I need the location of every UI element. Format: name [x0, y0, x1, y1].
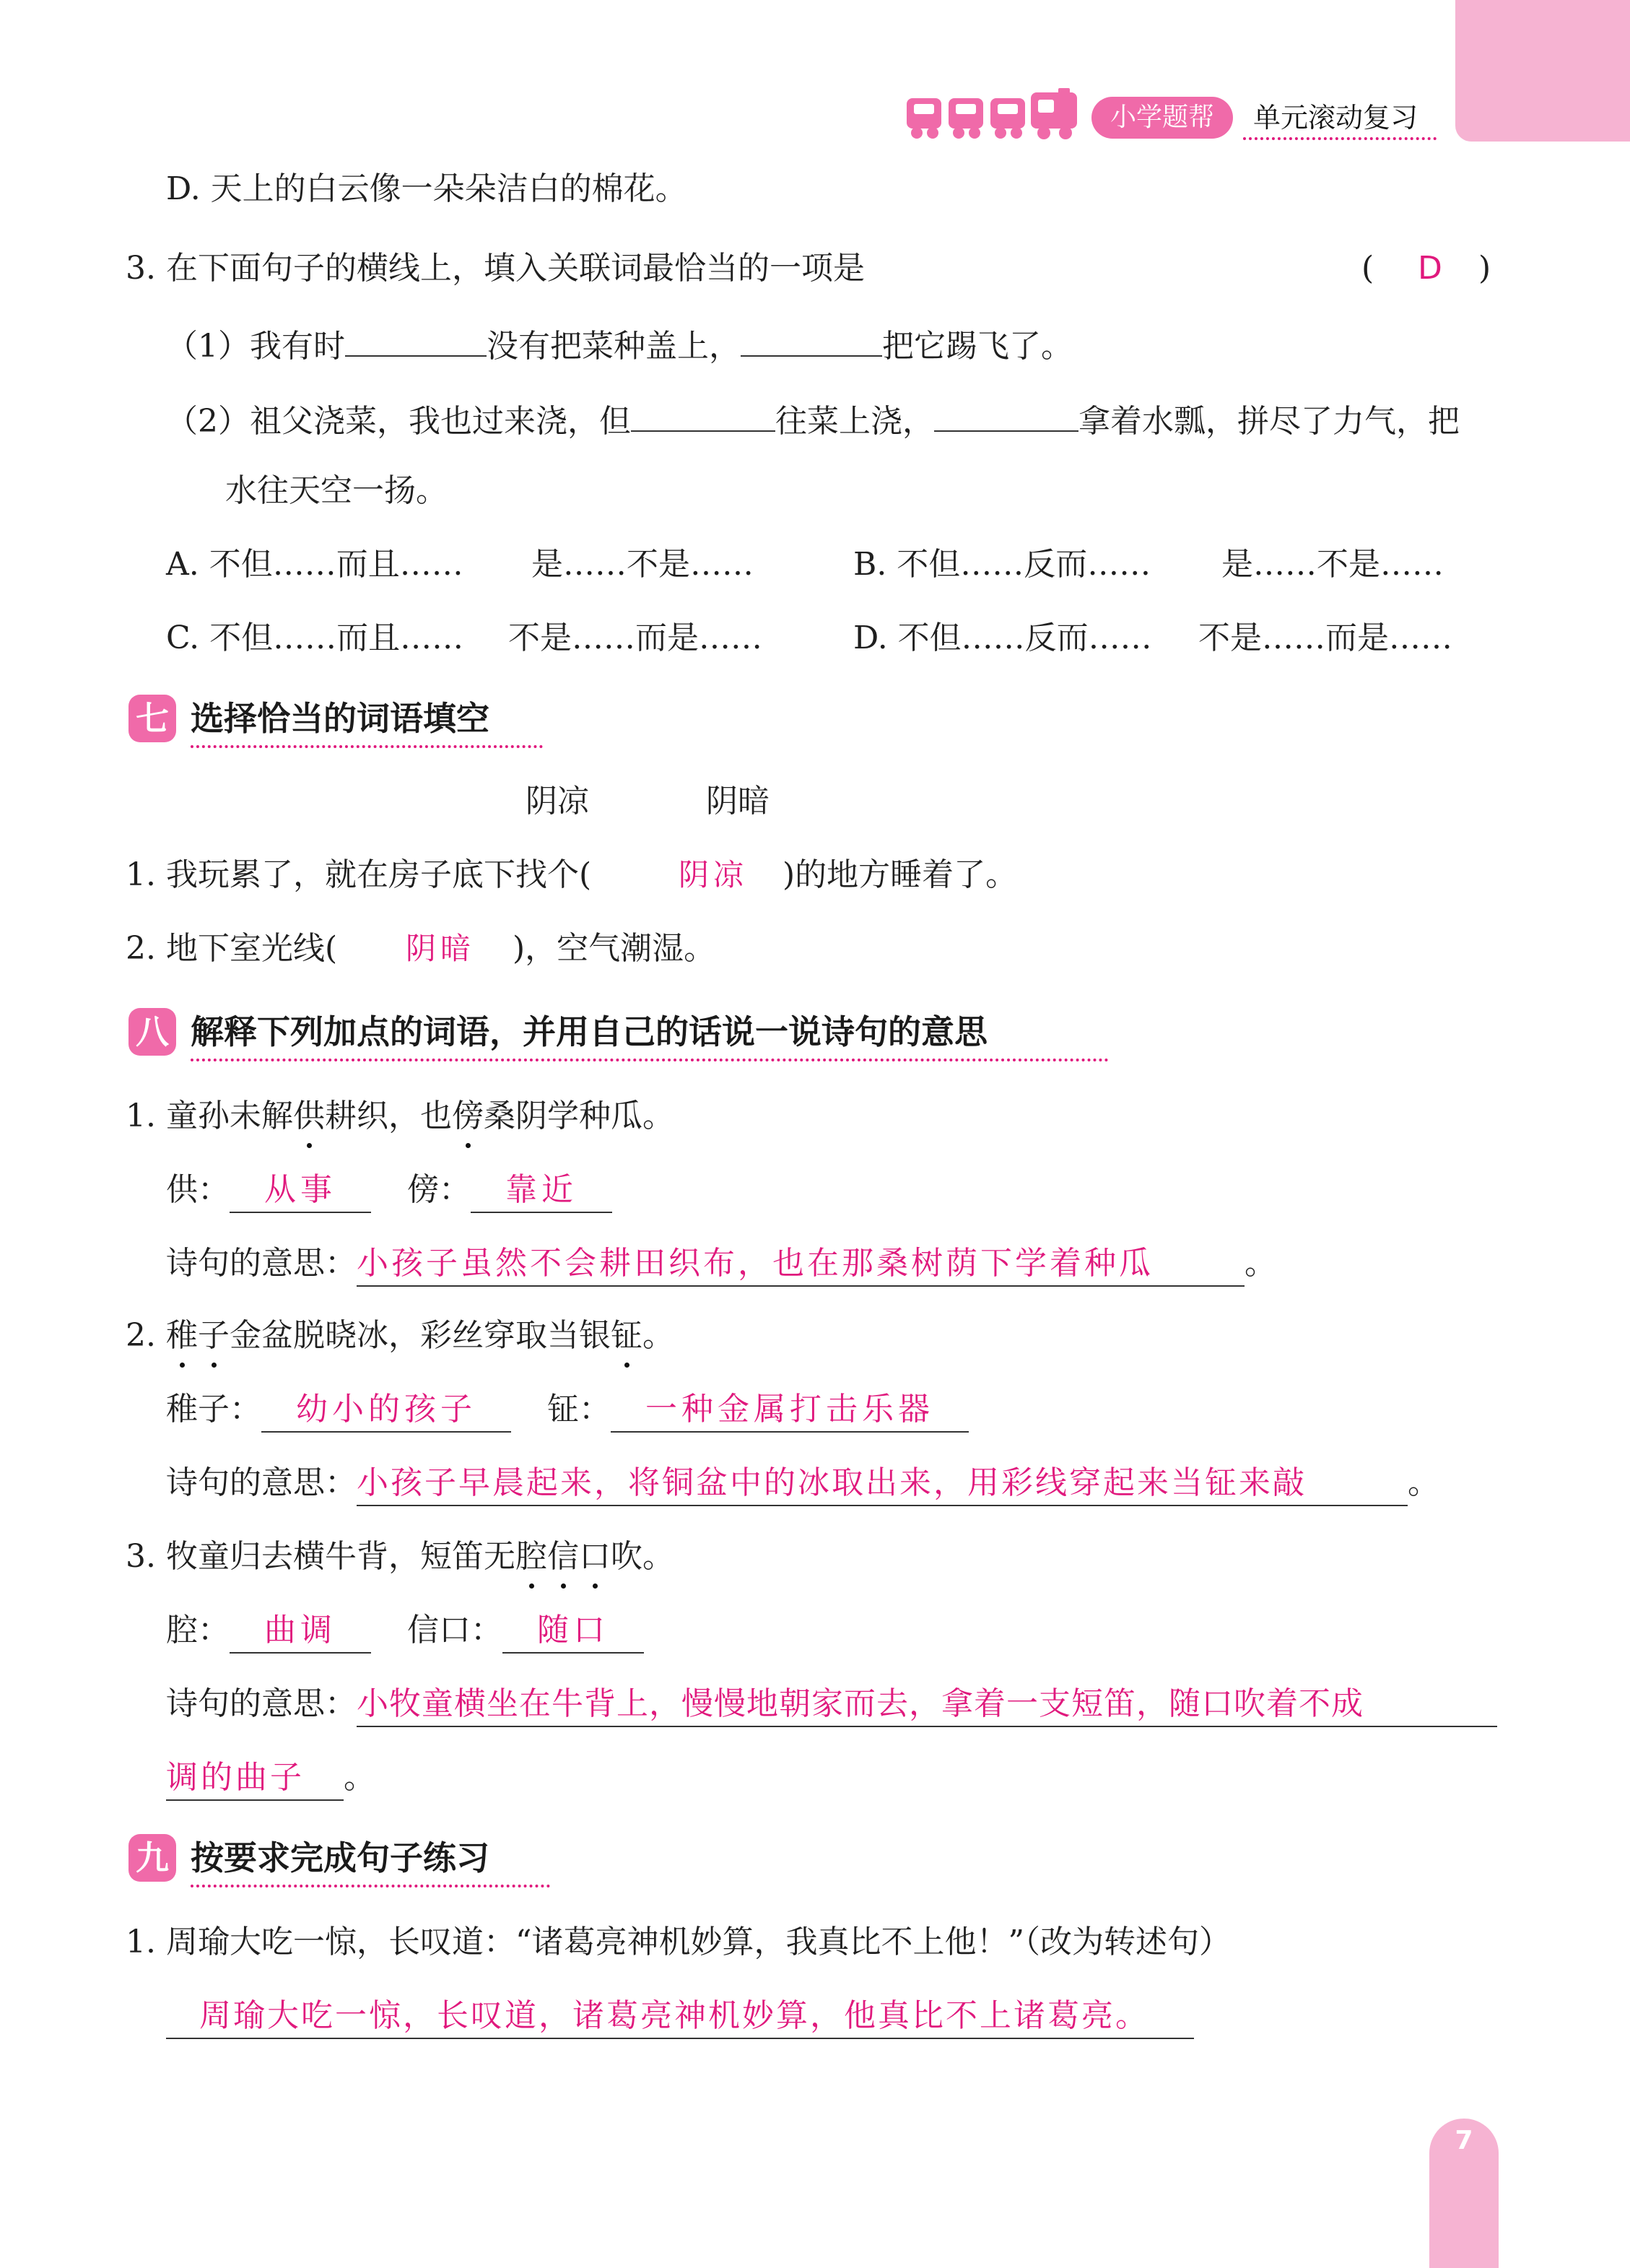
q3-s1-part-a: （1）我有时 — [166, 328, 345, 365]
meaning-3-answer-line-2[interactable]: 调的曲子 — [166, 1756, 344, 1801]
poem-3-pre: 3. 牧童归去横牛背，短笛无 — [126, 1538, 515, 1575]
q3-option-b-1: B. 不但……反而…… — [853, 546, 1151, 583]
meaning-3-label: 诗句的意思： — [166, 1685, 357, 1722]
q3-s2-blank-1[interactable] — [631, 396, 775, 432]
train-icon — [904, 88, 1081, 142]
poem-1-words — [166, 1168, 612, 1213]
q3-option-d-2: 不是……而是…… — [1198, 620, 1452, 656]
word-bank-1: 阴凉 — [526, 783, 589, 820]
section-9-badge: 九 — [128, 1834, 176, 1882]
section-8-title: 解释下列加点的词语，并用自己的话说一说诗句的意思 — [191, 1012, 988, 1051]
sec7-item-1-answer: 阴凉 — [679, 857, 749, 892]
poem-3-post: 吹。 — [610, 1538, 674, 1575]
meaning-2-label: 诗句的意思： — [166, 1464, 357, 1501]
section-7-title: 选择恰当的词语填空 — [191, 699, 489, 738]
word-6-label: 信口： — [407, 1612, 502, 1648]
q3-sentence-2 — [166, 396, 1460, 443]
poem-1-post: 桑阴学种瓜。 — [483, 1098, 674, 1134]
q3-option-b-2: 是……不是…… — [1221, 546, 1444, 583]
sec7-item-2-answer: 阴暗 — [406, 931, 476, 966]
q3-s1-part-b: 没有把菜种盖上， — [487, 328, 741, 365]
word-5-label: 腔： — [166, 1612, 230, 1648]
q3-s2-part-a: （2）祖父浇菜，我也过来浇，但 — [166, 403, 631, 440]
word-4-label: 钲： — [547, 1391, 611, 1428]
q3-option-a-2: 是……不是…… — [531, 546, 754, 583]
meaning-1-period: 。 — [1245, 1245, 1276, 1282]
poem-1-dotted-word-1: 供 — [293, 1095, 325, 1138]
q3-s2-part-c: 拿着水瓢，拼尽了力气，把 — [1078, 403, 1460, 440]
word-1-label: 供： — [166, 1171, 230, 1208]
q3-option-c-2: 不是……而是…… — [508, 620, 762, 656]
poem-1-dotted-word-2: 傍 — [452, 1095, 484, 1138]
q3-s1-part-c: 把它踢飞了。 — [882, 328, 1073, 365]
meaning-2-answer[interactable]: 小孩子早晨起来，将铜盆中的冰取出来，用彩线穿起来当钲来敲 — [357, 1461, 1408, 1506]
poem-2-num: 2. — [126, 1317, 166, 1354]
word-2-answer[interactable]: 靠近 — [471, 1168, 612, 1213]
q3-answer: D — [1418, 250, 1442, 287]
word-4-answer[interactable]: 一种金属打击乐器 — [611, 1388, 969, 1433]
poem-3-meaning-cont — [166, 1756, 375, 1801]
q3-sentence-2-cont: 水往天空一扬。 — [225, 472, 448, 509]
section-7-underline — [191, 745, 543, 748]
section-8-underline — [191, 1059, 1109, 1061]
brand-badge: 小学题帮 — [1091, 97, 1233, 139]
word-6-answer[interactable]: 随口 — [502, 1609, 644, 1654]
poem-2-dotted-word-2: 子 — [198, 1314, 230, 1357]
poem-2-dotted-word-1: 稚 — [166, 1314, 198, 1357]
q3-option-a-1: A. 不但……而且…… — [166, 546, 463, 583]
poem-2-post: 。 — [642, 1317, 674, 1354]
poem-1 — [126, 1095, 674, 1138]
series-title: 单元滚动复习 — [1253, 102, 1418, 134]
poem-3-dotted-word-2: 信 — [547, 1535, 579, 1578]
poem-2-words — [166, 1388, 969, 1433]
section-9-title: 按要求完成句子练习 — [191, 1838, 489, 1877]
sec9-answer-1[interactable]: 周瑜大吃一惊，长叹道，诸葛亮神机妙算，他真比不上诸葛亮。 — [166, 1994, 1194, 2039]
q3-option-c-1: C. 不但……而且…… — [166, 620, 464, 656]
q3-paren-close: ) — [1478, 250, 1491, 287]
word-3-answer[interactable]: 幼小的孩子 — [261, 1388, 511, 1433]
poem-2-mid: 金盆脱晓冰，彩丝穿取当银 — [229, 1317, 611, 1354]
sec7-item-2-b: )，空气潮湿。 — [513, 930, 716, 967]
header-dotted-line — [1243, 137, 1437, 140]
word-5-answer[interactable]: 曲调 — [230, 1609, 371, 1654]
sec9-question-1: 1. 周瑜大吃一惊，长叹道：“诸葛亮神机妙算，我真比不上他！”（改为转述句） — [126, 1924, 1231, 1960]
section-7-badge: 七 — [128, 695, 176, 742]
q3-option-d-1: D. 不但……反而…… — [853, 620, 1152, 656]
poem-3-dotted-word-3: 口 — [579, 1535, 611, 1578]
poem-3 — [126, 1535, 674, 1578]
meaning-1-answer[interactable]: 小孩子虽然不会耕田织布，也在那桑树荫下学着种瓜 — [357, 1242, 1245, 1287]
poem-2-dotted-word-3: 钲 — [611, 1314, 642, 1357]
q3-s1-blank-1[interactable] — [345, 321, 487, 357]
section-8-badge: 八 — [128, 1008, 176, 1056]
q3-s2-part-b: 往菜上浇， — [775, 403, 934, 440]
word-2-label: 傍： — [407, 1171, 471, 1208]
poem-1-pre: 1. 童孙未解 — [126, 1098, 293, 1134]
poem-2 — [126, 1314, 674, 1357]
q2-option-d: D. 天上的白云像一朵朵洁白的棉花。 — [166, 170, 687, 207]
meaning-3-period: 。 — [344, 1759, 375, 1796]
q3-s2-blank-2[interactable] — [934, 396, 1078, 432]
poem-3-words — [166, 1609, 644, 1654]
word-bank-2: 阴暗 — [706, 783, 770, 820]
q3-s1-blank-2[interactable] — [741, 321, 882, 357]
sec7-item-2-a: 2. 地下室光线( — [126, 930, 338, 967]
poem-1-meaning — [166, 1242, 1276, 1287]
word-1-answer[interactable]: 从事 — [230, 1168, 371, 1213]
word-3-label: 稚子： — [166, 1391, 261, 1428]
sec9-answer-1-line — [166, 1994, 1194, 2039]
meaning-1-label: 诗句的意思： — [166, 1245, 357, 1282]
poem-3-meaning — [166, 1682, 1497, 1727]
meaning-2-period: 。 — [1408, 1464, 1439, 1501]
top-right-tab — [1455, 0, 1630, 142]
sec7-item-1-a: 1. 我玩累了，就在房子底下找个( — [126, 856, 592, 893]
q3-paren-open: ( — [1361, 250, 1374, 287]
q3-sentence-1 — [166, 321, 1073, 368]
poem-1-mid: 耕织，也 — [324, 1098, 452, 1134]
sec7-item-1-b: )的地方睡着了。 — [783, 856, 1018, 893]
q3-stem: 3. 在下面句子的横线上，填入关联词最恰当的一项是 — [126, 250, 865, 287]
meaning-3-answer-line-1[interactable]: 小牧童横坐在牛背上，慢慢地朝家而去，拿着一支短笛，随口吹着不成 — [357, 1682, 1497, 1727]
page-number: 7 — [1455, 2126, 1473, 2155]
section-9-underline — [191, 1885, 550, 1887]
poem-3-dotted-word-1: 腔 — [515, 1535, 547, 1578]
poem-2-meaning — [166, 1461, 1439, 1506]
